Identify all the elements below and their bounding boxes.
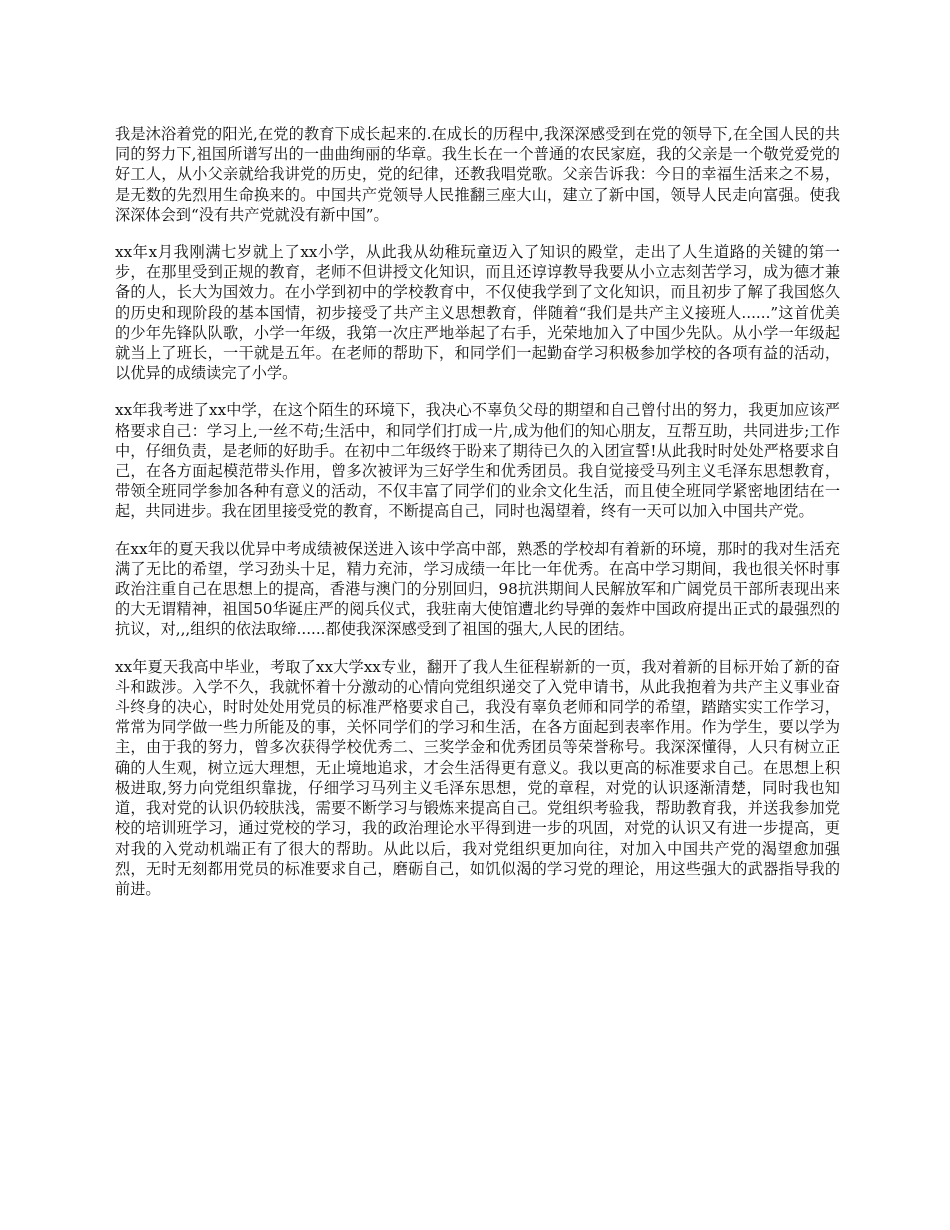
paragraph-3: xx年我考进了xx中学，在这个陌生的环境下，我决心不辜负父母的期望和自己曾付出的努力，我更加应该严格要求自己：学习上,一丝不苟;生活中，和同学们打成一片,成为他们的知心朋友，互帮互助，共同进步;工作中，仔细负责，是老师的好助手。在初中二年级终于盼来了期待已久的入团宣誓!从此我时时处处严格要求自己，在各方面起模范带头作用，曾多次被评为三好学生和优秀团员。我自觉接受马列主义毛泽东思想教育，带领全班同学参加各种有意义的活动，不仅丰富了同学们的业余文化生活，而且使全班同学紧密地团结在一起，共同进步。我在团里接受党的教育，不断提高自己，同时也渴望着，终有一天可以加入中国共产党。: [115, 401, 840, 521]
paragraph-4: 在xx年的夏天我以优异中考成绩被保送进入该中学高中部，熟悉的学校却有着新的环境，那时的我对生活充满了无比的希望，学习劲头十足，精力充沛，学习成绩一年比一年优秀。在高中学习期间，我也很关怀时事政治注重自己在思想上的提高，香港与澳门的分别回归，98抗洪期间人民解放军和广阔党员干部所表现出来的大无谓精神，祖国50华诞庄严的阅兵仪式，我驻南大使馆遭北约导弹的轰炸中国政府提出正式的最强烈的抗议，对,,,组织的依法取缔......都使我深深感受到了祖国的强大,人民的团结。: [115, 539, 840, 639]
document-body: [115, 124, 840, 916]
paragraph-1: 我是沐浴着党的阳光,在党的教育下成长起来的.在成长的历程中,我深深感受到在党的领导下,在全国人民的共同的努力下,祖国所谱写出的一曲曲绚丽的华章。我生长在一个普通的农民家庭，我的父亲是一个敬党爱党的好工人，从小父亲就给我讲党的历史，党的纪律，还教我唱党歌。父亲告诉我：今日的幸福生活来之不易，是无数的先烈用生命换来的。中国共产党领导人民推翻三座大山，建立了新中国，领导人民走向富强。使我深深体会到“没有共产党就没有新中国”。: [115, 125, 840, 224]
paragraph-2: xx年x月我刚满七岁就上了xx小学，从此我从幼稚玩童迈入了知识的殿堂，走出了人生道路的关键的第一步，在那里受到正规的教育，老师不但讲授文化知识，而且还谆谆教导我要从小立志刻苦学习，成为德才兼备的人，长大为国效力。在小学到初中的学校教育中，不仅使我学到了文化知识，而且初步了解了我国悠久的历史和现阶段的基本国情，初步接受了共产主义思想教育，伴随着“我们是共产主义接班人......”这首优美的少年先锋队队歌，小学一年级，我第一次庄严地举起了右手，光荣地加入了中国少先队。从小学一年级起就当上了班长，一干就是五年。在老师的帮助下，和同学们一起勤奋学习积极参加学校的各项有益的活动，以优异的成绩读完了小学。: [115, 243, 840, 383]
paragraph-5: xx年夏天我高中毕业，考取了xx大学xx专业，翻开了我人生征程崭新的一页，我对着新的目标开始了新的奋斗和跋涉。入学不久，我就怀着十分激动的心情向党组织递交了入党申请书，从此我抱着为共产主义事业奋斗终身的决心，时时处处用党员的标准严格要求自己，我没有辜负老师和同学的希望，踏踏实实工作学习，常常为同学做一些力所能及的事，关怀同学们的学习和生活，在各方面起到表率作用。作为学生，要以学为主，由于我的努力，曾多次获得学校优秀二、三奖学金和优秀团员等荣誉称号。我深深懂得，人只有树立正确的人生观，树立远大理想，无止境地追求，才会生活得更有意义。我以更高的标准要求自己。在思想上积极进取,努力向党组织靠拢，仔细学习马列主义毛泽东思想，党的章程，对党的认识逐渐清楚，同时我也知道，我对党的认识仍较肤浅，需要不断学习与锻炼来提高自己。党组织考验我，帮助教育我，并送我参加党校的培训班学习，通过党校的学习，我的政治理论水平得到进一步的巩固，对党的认识又有进一步提高，更对我的入党动机端正有了很大的帮助。从此以后，我对党组织更加向往，对加入中国共产党的渴望愈加强烈，无时无刻都用党员的标准要求自己，磨砺自己，如饥似渴的学习党的理论，用这些强大的武器指导我的前进。: [115, 657, 840, 898]
